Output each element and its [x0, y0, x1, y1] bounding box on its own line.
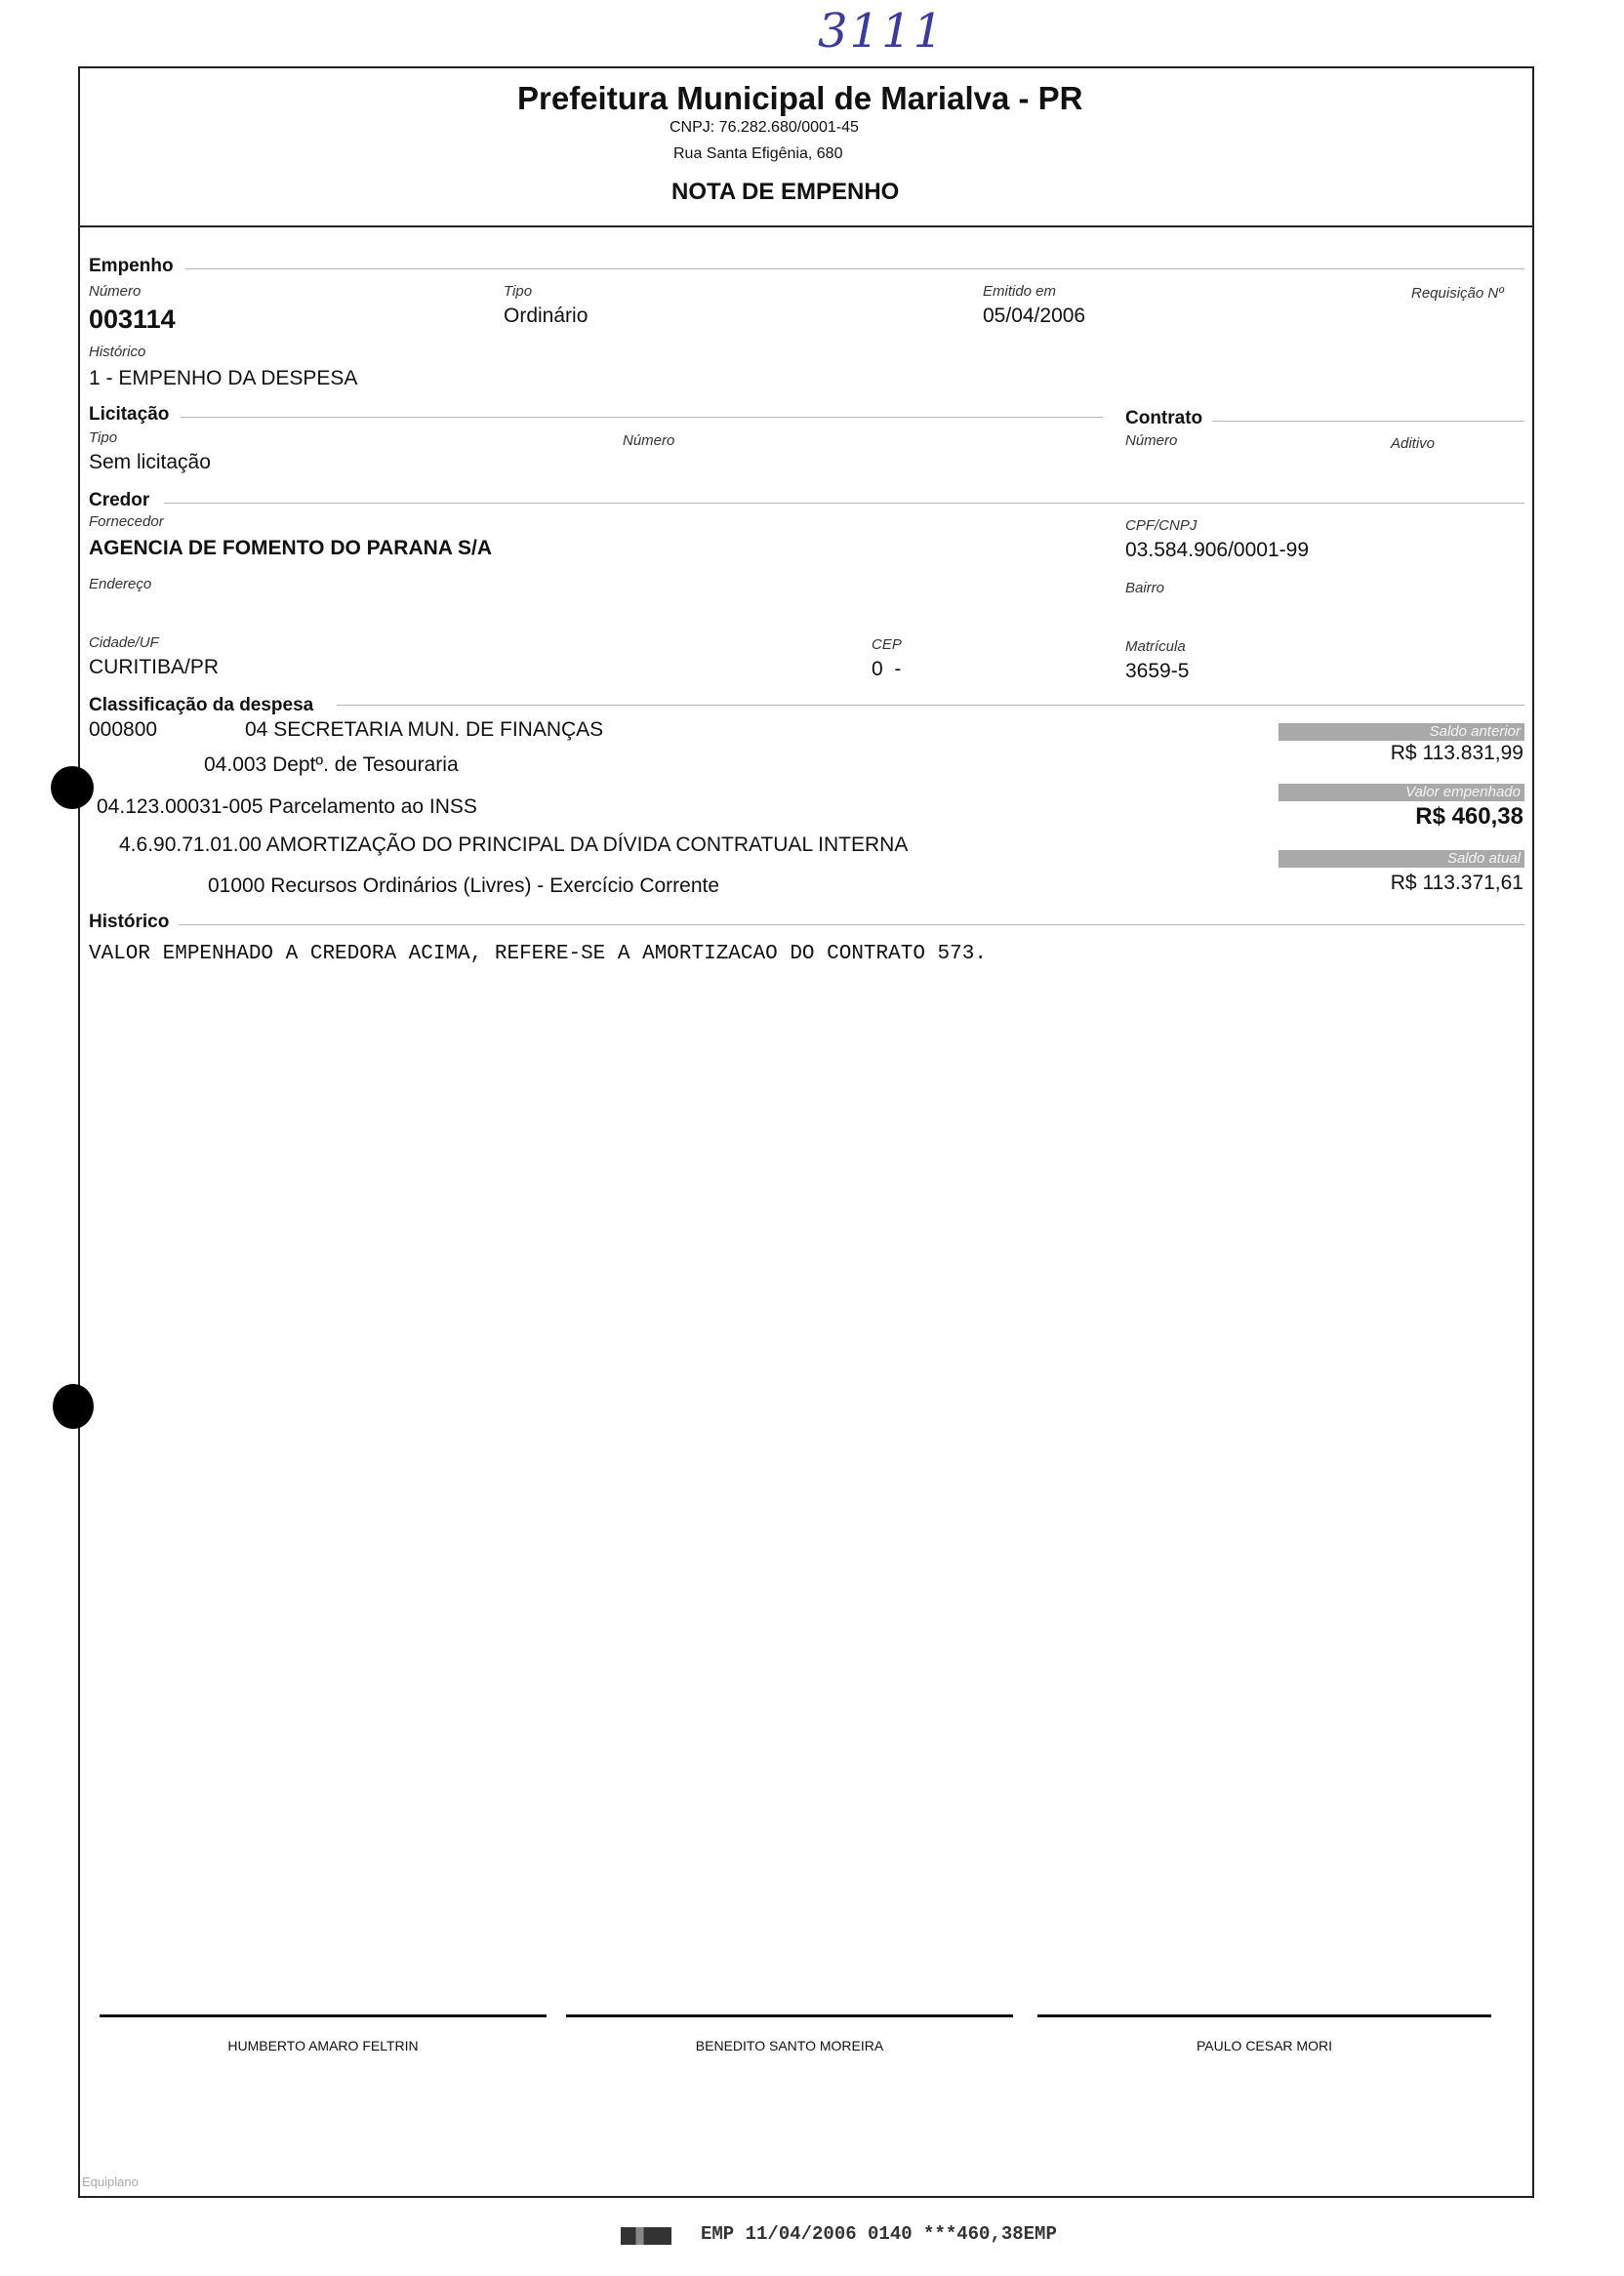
licitacao-section-title: Licitação	[89, 404, 170, 425]
credor-cpf-label: CPF/CNPJ	[1125, 517, 1198, 534]
handwritten-page-number: 3111	[818, 4, 946, 59]
licitacao-tipo: Sem licitação	[89, 451, 211, 473]
classificacao-line1: 04 SECRETARIA MUN. DE FINANÇAS	[245, 718, 604, 741]
page-title: Prefeitura Municipal de Marialva - PR	[517, 80, 1083, 116]
historico-text: VALOR EMPENHADO A CREDORA ACIMA, REFERE-SE A AMORTIZACAO DO CONTRATO 573.	[89, 943, 987, 965]
empenho-numero-label: Número	[89, 283, 142, 300]
contrato-rule	[1212, 421, 1524, 422]
contrato-aditivo-label: Aditivo	[1391, 435, 1436, 452]
empenho-emitido: 05/04/2006	[983, 305, 1086, 327]
historico-section-title: Histórico	[89, 912, 170, 932]
empenho-historico-label: Histórico	[89, 344, 146, 360]
empenho-numero: 003114	[89, 305, 176, 334]
empenho-tipo: Ordinário	[504, 305, 589, 327]
licitacao-tipo-label: Tipo	[89, 429, 118, 446]
signature-line	[566, 2014, 1013, 2017]
empenho-requisicao-label: Requisição Nº	[1411, 285, 1504, 302]
credor-fornecedor: AGENCIA DE FOMENTO DO PARANA S/A	[89, 537, 493, 559]
credor-fornecedor-label: Fornecedor	[89, 513, 164, 530]
contrato-numero-label: Número	[1125, 432, 1178, 449]
header-address: Rua Santa Efigênia, 680	[673, 145, 843, 162]
credor-cpf: 03.584.906/0001-99	[1125, 539, 1310, 561]
classificacao-code: 000800	[89, 718, 158, 741]
credor-matricula: 3659-5	[1125, 660, 1190, 682]
valor-empenhado-bar	[1279, 784, 1524, 801]
signature-name: BENEDITO SANTO MOREIRA	[695, 2038, 884, 2053]
historico-rule	[179, 924, 1524, 925]
classificacao-line5: 01000 Recursos Ordinários (Livres) - Exercício Corrente	[208, 874, 720, 897]
credor-cep-label: CEP	[872, 636, 902, 653]
signature-name: PAULO CESAR MORI	[1197, 2038, 1332, 2053]
empenho-historico: 1 - EMPENHO DA DESPESA	[89, 367, 358, 389]
valor-empenhado-label: Valor empenhado	[1405, 784, 1521, 800]
credor-cep: 0 -	[872, 658, 902, 680]
punch-hole	[51, 766, 94, 809]
credor-bairro-label: Bairro	[1125, 580, 1165, 596]
credor-matricula-label: Matrícula	[1125, 638, 1186, 655]
empenho-rule	[185, 268, 1524, 269]
saldo-anterior-label: Saldo anterior	[1429, 723, 1521, 740]
saldo-atual-bar	[1279, 850, 1524, 868]
stamp-logo	[621, 2227, 671, 2245]
empenho-section-title: Empenho	[89, 256, 174, 276]
document-title: NOTA DE EMPENHO	[671, 179, 900, 205]
classificacao-line4: 4.6.90.71.01.00 AMORTIZAÇÃO DO PRINCIPAL DA DÍVIDA CONTRATUAL INTERNA	[119, 833, 909, 856]
punch-hole	[53, 1384, 94, 1429]
saldo-atual-label: Saldo atual	[1446, 850, 1521, 867]
empenho-tipo-label: Tipo	[504, 283, 533, 300]
signature-line	[100, 2014, 547, 2017]
empenho-emitido-label: Emitido em	[983, 283, 1057, 300]
header-divider	[78, 225, 1534, 227]
signature-name: HUMBERTO AMARO FELTRIN	[227, 2038, 419, 2053]
print-stamp: EMP 11/04/2006 0140 ***460,38EMP	[701, 2223, 1057, 2245]
licitacao-rule	[181, 417, 1103, 418]
classificacao-section-title: Classificação da despesa	[89, 695, 314, 715]
valor-empenhado-value: R$ 460,38	[1415, 803, 1523, 830]
classificacao-line3: 04.123.00031-005 Parcelamento ao INSS	[97, 795, 477, 818]
credor-endereco-label: Endereço	[89, 576, 152, 592]
credor-cidade-label: Cidade/UF	[89, 634, 159, 651]
licitacao-numero-label: Número	[623, 432, 675, 449]
signature-line	[1037, 2014, 1491, 2017]
footer-brand: Equiplano	[82, 2174, 139, 2189]
contrato-section-title: Contrato	[1125, 408, 1203, 428]
classificacao-line2: 04.003 Deptº. de Tesouraria	[204, 753, 459, 776]
saldo-anterior-bar	[1279, 723, 1524, 741]
credor-rule	[164, 503, 1524, 504]
header-cnpj: CNPJ: 76.282.680/0001-45	[670, 119, 859, 136]
saldo-anterior-value: R$ 113.831,99	[1390, 742, 1523, 764]
classificacao-rule	[337, 705, 1524, 706]
credor-section-title: Credor	[89, 490, 150, 510]
saldo-atual-value: R$ 113.371,61	[1390, 872, 1523, 894]
credor-cidade: CURITIBA/PR	[89, 656, 220, 678]
